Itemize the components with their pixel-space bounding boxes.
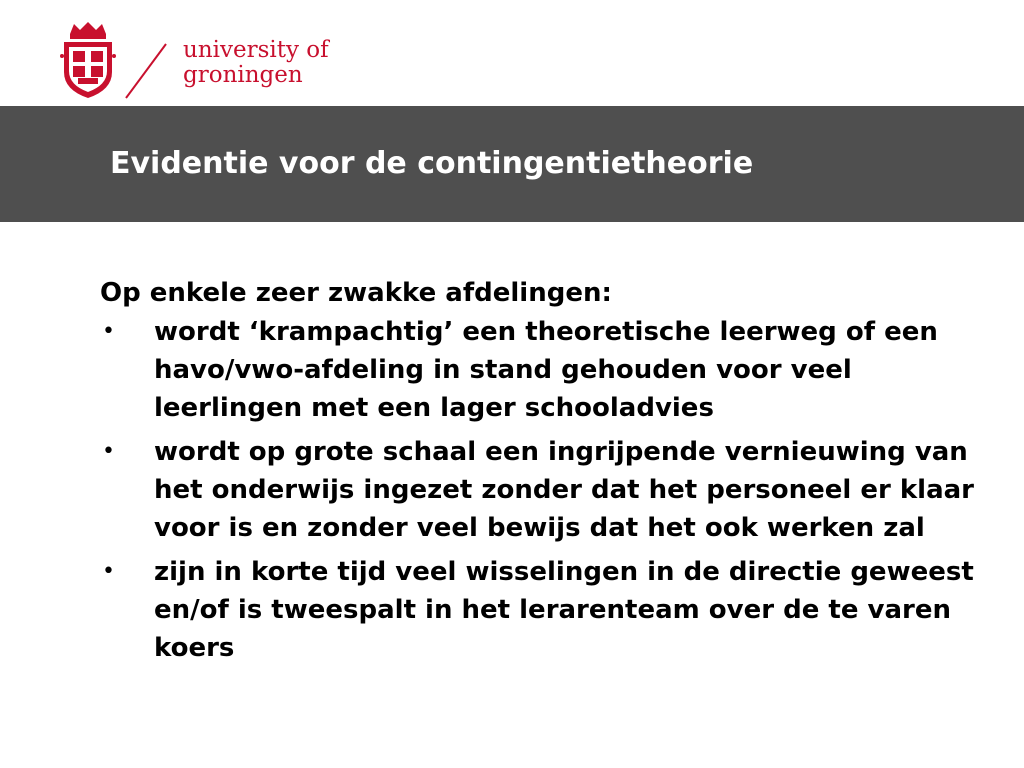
- slide-content: [100, 275, 1000, 673]
- bullet-text: zijn in korte tijd veel wisselingen in de directie geweest en/of is tweespalt in het lerarenteam over de te varen koers: [154, 557, 974, 663]
- bullet-dot-icon: •: [102, 559, 115, 584]
- bullet-text: wordt op grote schaal een ingrijpende vernieuwing van het onderwijs ingezet zonder dat het personeel er klaar voor is en zonder veel bewijs dat het ook werken zal: [154, 437, 975, 543]
- bullet-dot-icon: •: [102, 319, 115, 344]
- logo-divider-slash: [118, 40, 178, 102]
- bullet-item: [100, 553, 1000, 667]
- bullet-item: [100, 313, 1000, 427]
- bullet-list: [100, 313, 1000, 667]
- slide-title: Evidentie voor de contingentietheorie: [110, 146, 754, 181]
- university-crest-icon: [60, 20, 116, 100]
- wordmark-line-2: groningen: [183, 62, 303, 88]
- intro-heading: Op enkele zeer zwakke afdelingen:: [100, 278, 612, 308]
- header-logo-area: [0, 0, 1024, 106]
- bullet-item: [100, 433, 1000, 547]
- bullet-text: wordt ‘krampachtig’ een theoretische leerweg of een havo/vwo-afdeling in stand gehouden voor veel leerlingen met een lager schooladvies: [154, 317, 938, 423]
- wordmark-line-1: university of: [183, 37, 329, 63]
- bullet-dot-icon: •: [102, 439, 115, 464]
- university-wordmark: [183, 38, 329, 88]
